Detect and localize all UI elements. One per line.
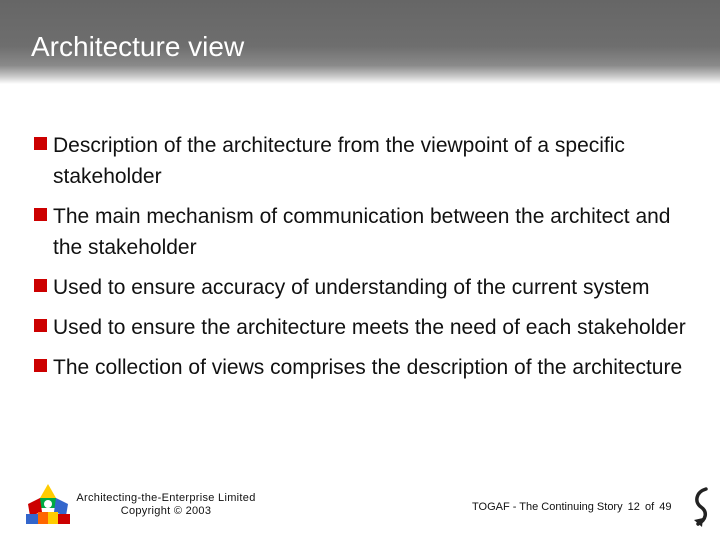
- square-bullet-icon: [34, 208, 47, 221]
- story-title: TOGAF - The Continuing Story: [472, 501, 623, 513]
- bullet-item: [34, 352, 694, 383]
- footer-organization: [74, 492, 258, 518]
- organization-name: Architecting-the-Enterprise Limited: [76, 492, 256, 504]
- bullet-text: Used to ensure the architecture meets the need of each stakeholder: [53, 316, 686, 339]
- bullet-list: [34, 130, 694, 392]
- bullet-text: Used to ensure accuracy of understanding of the current system: [53, 276, 650, 299]
- square-bullet-icon: [34, 279, 47, 292]
- return-arrow-icon[interactable]: [692, 486, 712, 528]
- square-bullet-icon: [34, 137, 47, 150]
- square-bullet-icon: [34, 359, 47, 372]
- title-bar: [0, 0, 720, 84]
- copyright-text: Copyright © 2003: [120, 505, 212, 517]
- bullet-item: [34, 312, 694, 343]
- bullet-text: Description of the architecture from the viewpoint of a specific stakeholder: [53, 134, 625, 188]
- bullet-item: [34, 201, 694, 263]
- bullet-text: The main mechanism of communication between the architect and the stakeholder: [53, 205, 671, 259]
- slide-title: Architecture view: [31, 31, 245, 62]
- page-current: 12: [627, 501, 640, 513]
- company-logo-icon: [22, 482, 74, 526]
- bullet-text: The collection of views comprises the description of the architecture: [53, 356, 683, 379]
- square-bullet-icon: [34, 319, 47, 332]
- bullet-item: [34, 272, 694, 303]
- bullet-item: [34, 130, 694, 192]
- page-of: of: [644, 501, 655, 513]
- footer-story: [470, 500, 671, 514]
- page-total: 49: [659, 501, 672, 513]
